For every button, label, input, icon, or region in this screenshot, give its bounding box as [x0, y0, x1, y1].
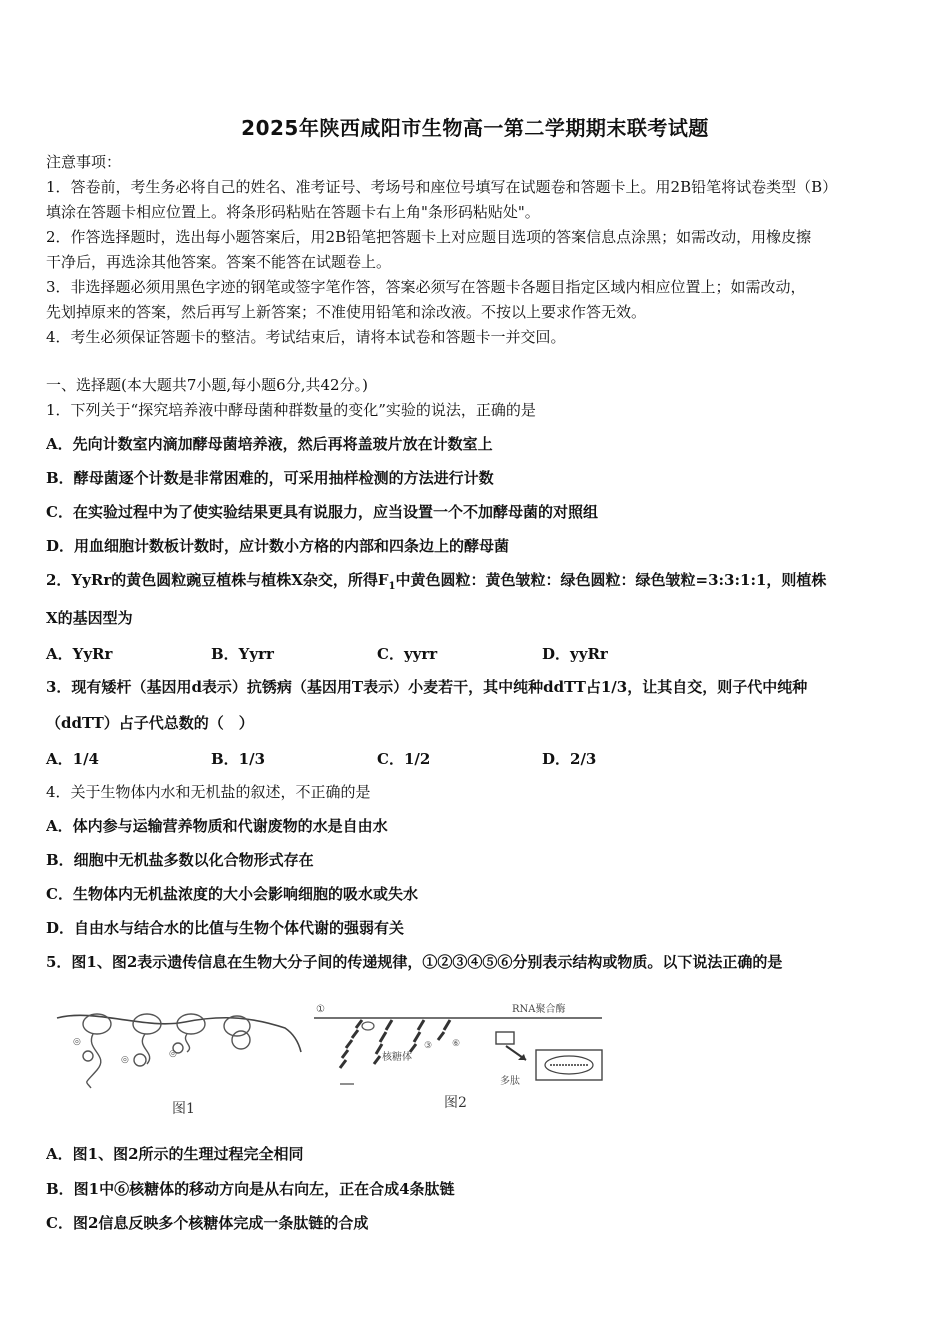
figure-2-caption: 图2 [444, 1095, 467, 1111]
question-1-option-c: C．在实验过程中为了使实验结果更具有说服力，应当设置一个不加酵母菌的对照组 [46, 503, 598, 521]
question-5-option-b: B．图1中⑥核糖体的移动方向是从右向左，正在合成4条肽链 [46, 1180, 455, 1198]
mrna-chain-3 [410, 1020, 424, 1052]
fig1-marker-2: ◎ [121, 1055, 129, 1065]
question-5-option-c: C．图2信息反映多个核糖体完成一条肽链的合成 [46, 1214, 369, 1232]
notice-line: 干净后，再选涂其他答案。答案不能答在试题卷上。 [46, 253, 392, 271]
question-4-stem: 4．关于生物体内水和无机盐的叙述，不正确的是 [46, 783, 371, 801]
question-2-option-b: B．Yyrr [211, 645, 274, 663]
question-3-stem-cont: （ddTT）占子代总数的（ ） [46, 714, 254, 732]
question-1-option-d: D．用血细胞计数板计数时，应计数小方格的内部和四条边上的酵母菌 [46, 537, 510, 555]
question-2-stem-cont: X的基因型为 [46, 609, 133, 627]
ribosome-1 [83, 1014, 111, 1088]
fig2-label-rna-polymerase: RNA聚合酶 [512, 1004, 566, 1015]
ribosome-4 [224, 1016, 250, 1049]
question-1-option-a: A．先向计数室内滴加酵母菌培养液，然后再将盖玻片放在计数室上 [46, 435, 493, 453]
question-3-option-c: C．1/2 [377, 750, 431, 768]
question-2-option-c: C．yyrr [377, 645, 438, 663]
notice-line: 先划掉原来的答案，然后再写上新答案；不准使用铅笔和涂改液。不按以上要求作答无效。 [46, 303, 647, 321]
notice-line: 4．考生必须保证答题卡的整洁。考试结束后，请将本试卷和答题卡一并交回。 [46, 328, 566, 346]
q2-stem-part-b: 中黄色圆粒：黄色皱粒：绿色圆粒：绿色皱粒=3:3:1:1，则植株 [395, 571, 827, 589]
question-4-option-c: C．生物体内无机盐浓度的大小会影响细胞的吸水或失水 [46, 885, 418, 903]
fig2-label-3: ③ [424, 1041, 433, 1051]
figure-2-transcription-translation-diagram [312, 998, 607, 1093]
question-2-option-a: A．YyRr [46, 645, 113, 663]
question-2-option-d: D．yyRr [542, 645, 608, 663]
notice-line: 2．作答选择题时，选出每小题答案后，用2B铅笔把答题卡上对应题目选项的答案信息点涂黑；如需改动，用橡皮擦 [46, 228, 812, 246]
question-4-option-b: B．细胞中无机盐多数以化合物形式存在 [46, 851, 314, 869]
mrna-chain-1 [340, 1020, 362, 1068]
q2-stem-subscript: 1 [388, 581, 396, 592]
figure-1-caption: 图1 [172, 1101, 195, 1117]
fig2-label-6: ⑥ [452, 1039, 461, 1049]
notice-line: 填涂在答题卡相应位置上。将条形码粘贴在答题卡右上角"条形码粘贴处"。 [46, 203, 540, 221]
fig1-marker-1: ◎ [73, 1037, 81, 1047]
question-4-option-a: A．体内参与运输营养物质和代谢废物的水是自由水 [46, 817, 388, 835]
question-4-option-d: D．自由水与结合水的比值与生物个体代谢的强弱有关 [46, 919, 405, 937]
fig1-marker-3: ◎ [169, 1049, 177, 1059]
fig2-label-ribosome: 核糖体 [382, 1052, 412, 1063]
q2-stem-part-a: 2．YyRr的黄色圆粒豌豆植株与植株X杂交，所得F [46, 571, 389, 589]
question-3-option-a: A．1/4 [46, 750, 99, 768]
section-heading: 一、选择题(本大题共7小题,每小题6分,共42分。) [46, 376, 368, 394]
question-5-option-a: A．图1、图2所示的生理过程完全相同 [46, 1145, 304, 1163]
question-3-option-d: D．2/3 [542, 750, 597, 768]
figure-1-translation-diagram [55, 1000, 310, 1105]
question-1-stem: 1．下列关于“探究培养液中酵母菌种群数量的变化”实验的说法，正确的是 [46, 401, 536, 419]
question-3-stem: 3．现有矮杆（基因用d表示）抗锈病（基因用T表示）小麦若干，其中纯种ddTT占1/3，让其自交，则子代中纯种 [46, 678, 808, 696]
ribosome-marker [362, 1022, 374, 1030]
question-1-option-b: B．酵母菌逐个计数是非常困难的，可采用抽样检测的方法进行计数 [46, 469, 494, 487]
fig2-label-peptide: 多肽 [500, 1076, 520, 1087]
mrna-chain-4 [438, 1020, 450, 1040]
page-title: 2025年陕西咸阳市生物高一第二学期期末联考试题 [241, 116, 709, 140]
fig2-label-1: ① [316, 1004, 325, 1015]
notice-line: 3．非选择题必须用黑色字迹的钢笔或签字笔作答，答案必须写在答题卡各题目指定区域内相应位置上；如需改动， [46, 278, 806, 296]
question-5-stem: 5．图1、图2表示遗传信息在生物大分子间的传递规律，①②③④⑤⑥分别表示结构或物质。以下说法正确的是 [46, 953, 783, 971]
question-2-stem [46, 570, 908, 597]
rna-polymerase-box [496, 1032, 514, 1044]
notice-line: 1．答卷前，考生务必将自己的姓名、准考证号、考场号和座位号填写在试题卷和答题卡上。用2B铅笔将试卷类型（B） [46, 178, 838, 196]
notice-heading: 注意事项： [46, 153, 122, 171]
question-3-option-b: B．1/3 [211, 750, 266, 768]
